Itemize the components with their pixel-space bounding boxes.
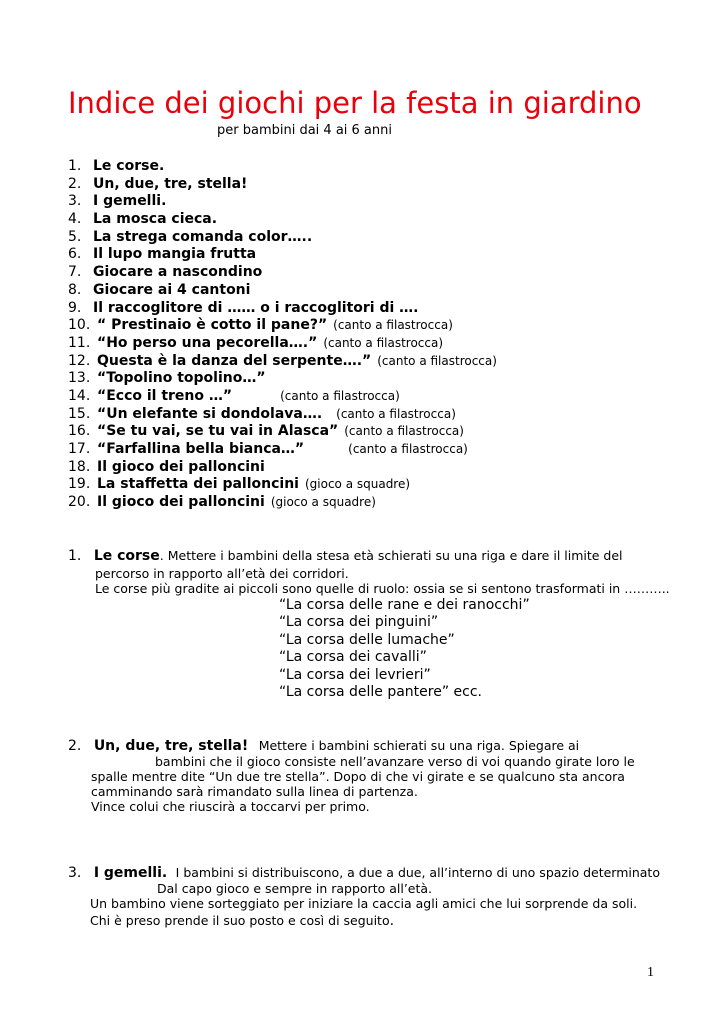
toc-item-title: Il gioco dei palloncini [97, 458, 265, 475]
toc-item-title: La mosca cieca. [93, 211, 218, 228]
toc-item-note: (canto a filastrocca) [333, 318, 453, 333]
toc-item-title: “Se tu vai, se tu vai in Alasca” [97, 423, 339, 440]
toc-item [68, 282, 497, 300]
race-item: “La corsa delle pantere” ecc. [279, 684, 482, 700]
section-2-text-line-1: Mettere i bambini schierati su una riga. Spiegare ai [258, 738, 580, 753]
section-3-text-line-4-body: Chi è preso prende il suo posto e così di seguito [90, 913, 390, 928]
section-3-title: I gemelli. [93, 865, 168, 881]
section-1-text-line-3: Le corse più gradite ai piccoli sono quelle di ruolo: ossia se si sentono trasformati in ……….. [95, 581, 670, 596]
toc-item-title: Giocare ai 4 cantoni [93, 281, 251, 298]
page-subtitle: per bambini dai 4 ai 6 anni [217, 123, 392, 138]
toc-item-number: 20. [68, 494, 91, 511]
toc-item-number: 12. [68, 352, 91, 369]
race-item: “La corsa delle rane e dei ranocchi” [279, 597, 530, 613]
toc-item-number: 6. [68, 246, 82, 263]
section-1-text-line-1: . Mettere i bambini della stesa età schierati su una riga e dare il limite del [159, 548, 623, 563]
toc-item-title: I gemelli. [93, 193, 167, 210]
toc-item [68, 353, 497, 371]
toc-item-number: 17. [68, 441, 91, 457]
page-number: 1 [647, 965, 654, 980]
toc-item-note: (canto a filastrocca) [344, 424, 464, 439]
games-index-list [68, 158, 497, 512]
toc-item-note: (canto a filastrocca) [323, 335, 444, 350]
toc-item-number: 15. [68, 405, 91, 422]
toc-item-title: Il lupo mangia frutta [93, 246, 257, 263]
section-3-text-line-4 [90, 913, 394, 929]
toc-item [68, 246, 497, 264]
section-2-text-line-2: bambini che il gioco consiste nell’avanzare verso di voi quando girate loro le [155, 754, 635, 769]
toc-item-note: (canto a filastrocca) [377, 353, 497, 368]
race-item: “La corsa dei cavalli” [279, 649, 427, 665]
toc-item [68, 264, 497, 282]
section-3-text-line-4-end: . [389, 913, 395, 929]
section-1-title: Le corse [93, 548, 160, 564]
page-title: Indice dei giochi per la festa in giardino [68, 86, 642, 120]
section-2-text-line-5: Vince colui che riuscirà a toccarvi per primo. [91, 799, 370, 814]
toc-item-note: (gioco a squadre) [304, 477, 411, 492]
toc-item-title: Il gioco dei palloncini [97, 494, 265, 511]
toc-item [68, 476, 497, 494]
toc-item-number: 8. [68, 281, 82, 298]
section-1-number: 1. [68, 548, 82, 564]
toc-item [68, 335, 497, 353]
toc-item-title: “Un elefante si dondolava…. [97, 405, 323, 422]
toc-item-title: “Farfallina bella bianca…” [97, 441, 305, 457]
toc-item [68, 423, 497, 441]
toc-item-title: La staffetta dei palloncini [97, 476, 299, 493]
toc-item-number: 2. [68, 175, 82, 192]
toc-item-title: “Ecco il treno …” [97, 387, 233, 404]
toc-item-number: 4. [68, 211, 82, 228]
toc-item [68, 459, 497, 477]
toc-item-title: Un, due, tre, stella! [93, 175, 248, 192]
section-2-text-line-3: spalle mentre dite “Un due tre stella”. Dopo di che vi girate e se qualcuno sta ancora [91, 769, 625, 784]
race-item: “La corsa delle lumache” [279, 632, 455, 648]
toc-item [68, 406, 497, 424]
toc-item-number: 7. [68, 264, 82, 281]
toc-item-number: 18. [68, 458, 91, 475]
toc-item-number: 13. [68, 370, 91, 387]
toc-item [68, 494, 497, 512]
toc-item [68, 388, 497, 406]
section-1-heading [68, 548, 623, 564]
toc-item [68, 176, 497, 194]
toc-item [68, 193, 497, 211]
section-2-heading [68, 738, 579, 754]
toc-item [68, 300, 497, 318]
section-2-title: Un, due, tre, stella! [93, 738, 249, 754]
section-1-text-line-2: percorso in rapporto all’età dei corridori. [95, 566, 349, 581]
toc-item-note: (canto a filastrocca) [280, 388, 400, 403]
section-3-number: 3. [68, 865, 82, 881]
toc-item-number: 1. [68, 158, 82, 174]
toc-item-number: 9. [68, 299, 82, 316]
toc-item-title: Le corse. [93, 158, 165, 174]
section-2-number: 2. [68, 738, 82, 754]
toc-item-title: Giocare a nascondino [93, 264, 263, 281]
toc-item-title: “Ho perso una pecorella….” [97, 334, 318, 351]
race-item: “La corsa dei pinguini” [279, 614, 439, 630]
toc-item-number: 11. [68, 334, 91, 351]
toc-item-title: “ Prestinaio è cotto il pane?” [97, 317, 328, 334]
toc-item-note: (canto a filastrocca) [336, 406, 456, 421]
section-3-text-line-2: Dal capo gioco e sempre in rapporto all’età. [157, 881, 433, 896]
toc-item [68, 158, 497, 176]
toc-item [68, 441, 497, 459]
toc-item-title: “Topolino topolino…” [97, 370, 266, 387]
toc-item-note: (gioco a squadre) [270, 495, 376, 510]
toc-item-number: 3. [68, 193, 82, 210]
section-2-text-line-4: camminando sarà rimandato sulla linea di partenza. [91, 784, 418, 799]
toc-item-title: Questa è la danza del serpente….” [97, 352, 372, 369]
toc-item-note: (canto a filastrocca) [348, 442, 468, 456]
toc-item-number: 5. [68, 228, 82, 245]
toc-item-title: Il raccoglitore di …… o i raccoglitori di …. [93, 299, 419, 316]
toc-item-number: 14. [68, 387, 91, 404]
section-3-heading [68, 865, 660, 881]
section-3-text-line-3: Un bambino viene sorteggiato per iniziare la caccia agli amici che lui sorprende da soli. [90, 896, 638, 911]
race-item: “La corsa dei levrieri” [279, 667, 431, 683]
toc-item-title: La strega comanda color….. [93, 228, 313, 245]
section-3-text-line-1: I bambini si distribuiscono, a due a due, all’interno di uno spazio determinato [175, 865, 660, 880]
toc-item [68, 211, 497, 229]
toc-item-number: 16. [68, 423, 91, 440]
toc-item [68, 317, 497, 335]
toc-item [68, 229, 497, 247]
toc-item-number: 19. [68, 476, 91, 493]
toc-item-number: 10. [68, 317, 91, 334]
toc-item [68, 370, 497, 388]
